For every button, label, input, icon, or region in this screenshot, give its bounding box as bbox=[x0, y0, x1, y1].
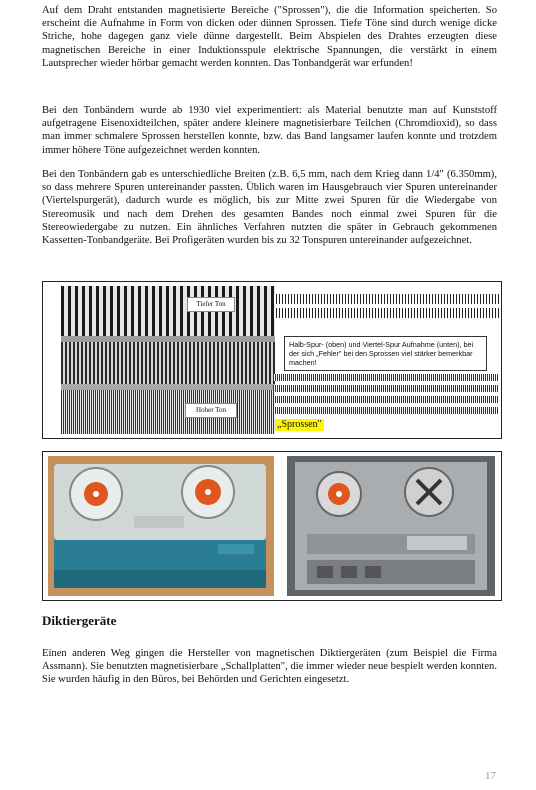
paragraph-tape-experiments: Bei den Tonbändern wurde ab 1930 viel experimentiert: als Material benutzte man auf Kunststoff aufgetragene Eisenoxidteilchen, später andere kleinere magnetisierbare Teilchen (Chromdioxid), so dass man immer schmalere Sprossen herstellen konnte, bzw. das Band langsamer laufen konnte und trotzdem immer höhere Töne aufgezeichnet werden konnten. bbox=[42, 105, 497, 156]
low-tone-band bbox=[61, 286, 275, 336]
tape-sprossen-image bbox=[61, 286, 275, 434]
paragraph-dictation: Einen anderen Weg gingen die Hersteller von magnetischen Diktiergeräten (zum Beispiel die Firma Assmann). Sie benutzten magnetisierbare „Schallplatten", die immer wieder neue bespielt werden konnten. Sie wurden häufig in den Büros, bei Behörden und Gerichten eingesetzt. bbox=[42, 648, 497, 686]
section-heading: Diktiergeräte bbox=[42, 613, 117, 628]
label-low-tone: Tiefer Ton bbox=[187, 297, 235, 312]
page-number: 17 bbox=[485, 770, 496, 782]
high-tone-band bbox=[61, 390, 275, 434]
figure-sprossen bbox=[42, 281, 502, 439]
figure-caption: Halb-Spur- (oben) und Viertel-Spur Aufnahme (unten), bei der sich „Fehler" bei den Sprossen viel stärker bemerkbar machen! bbox=[284, 336, 487, 371]
paragraph-wire-recording: Auf dem Draht entstanden magnetisierte Bereiche ("Sprossen"), die die Information speicherten. So erscheint die Aufnahme in Form von dicken oder dünnen Sprossen. Tiefe Töne sind durch wenige dicke Striche, hohe dagegen ganz viele dünne dargestellt. Beim Abspielen des Drahtes erzeugten diese magnetischen Bereiche in einer Induktionsspule elektrische Spannungen, die verstärkt in einem Lautsprecher wieder hörbar gemacht werden konnten. Das Tonbandgerät war erfunden! bbox=[42, 5, 497, 69]
tape-recorder-photo-teal bbox=[48, 456, 274, 596]
label-high-tone: Hoher Ton bbox=[185, 403, 237, 418]
paragraph-tape-widths: Bei den Tonbändern gab es unterschiedliche Breiten (z.B. 6,5 mm, nach dem Krieg dann 1/4" (6.350mm), so dass mehrere Spuren untereinander passten. Üblich waren im Hausgebrauch vier Spuren untereinander (Viertelspurgerät), dadurch wurde es möglich, bis zur Mitte zwei Spuren für die Wiedergabe von Stereomusik und nach dem Drehen des gesamten Bandes noch einmal zwei Spuren für die Stereowiedergabe zu nutzen. Ein ähnliches Verfahren nutzten die später in Gebrauch gekommenen Kassetten-Tonbandgeräte. Bei Profigeräten wurden bis zu 32 Tonspuren untereinander aufgezeichnet. bbox=[42, 169, 497, 247]
figure-tape-recorders bbox=[42, 451, 502, 601]
highlight-label-sprossen: „Sprossen" bbox=[277, 419, 322, 430]
tape-recorder-photo-grey bbox=[287, 456, 495, 596]
